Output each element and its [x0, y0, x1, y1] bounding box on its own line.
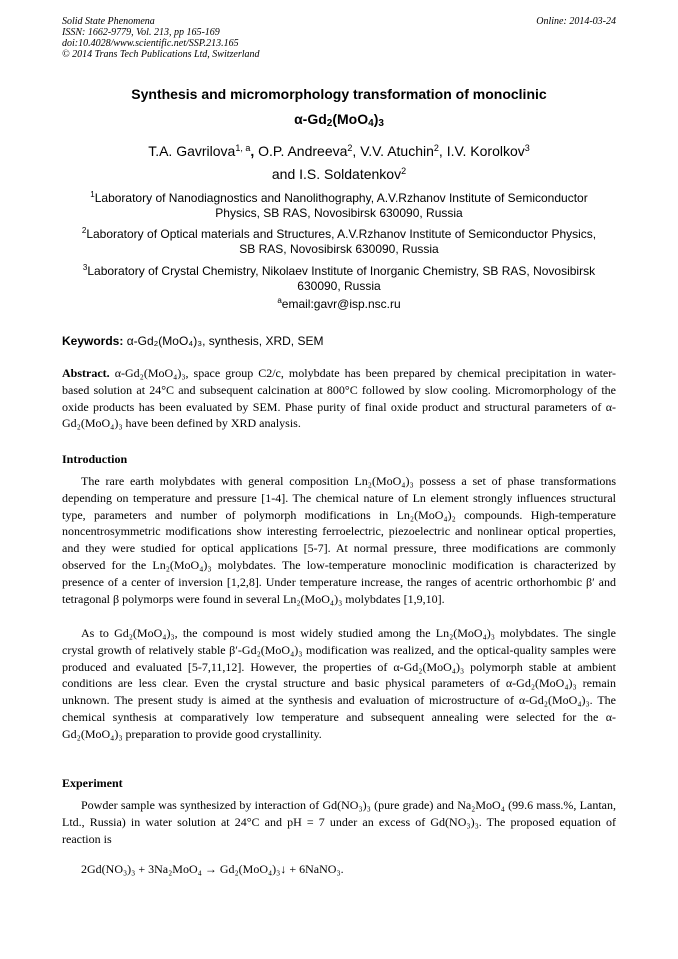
abstract-label: Abstract.	[62, 366, 110, 380]
introduction-paragraph-2: As to Gd₂(MoO₄)₃, the compound is most widely studied among the Ln₂(MoO₄)₃ molybdates. The single crystal growth of relatively stable β′-Gd₂(MoO₄)₃ modification was realized, and the optical-quality samples were produced and evaluated [5-7,11,12]. However, the properties of α-Gd₂(MoO₄)₃ polymorph stable at ambient conditions are less clear. Even the crystal structure and basic physical parameters of α-Gd₂(MoO₄)₃ remain unknown. The present study is aimed at the synthesis and evaluation of microstructure of α-Gd₂(MoO₄)₃. The chemical synthesis at comparatively low temperature and subsequent annealing were selected for the α-Gd₂(MoO₄)₃ preparation to provide good crystallinity.	[62, 626, 616, 741]
online-date: Online: 2014-03-24	[536, 16, 616, 27]
introduction-paragraph-1: The rare earth molybdates with general composition Ln₂(MoO₄)₃ possess a set of phase transformations depending on temperature and pressure [1-4]. The chemical nature of Ln element strongly influences structural type, parameters and number of polymorph modifications in Ln₂(MoO₄)₂ compounds. High-temperature noncentrosymmetric modifications show interesting ferroelectric, piezoelectric and nonlinear optical properties, and they were studied for optical applications [5-7]. At normal pressure, three modifications are commonly observed for the Ln₂(MoO₄)₃ molybdates. The low-temperature monoclinic modification is characterized by presence of a center of inversion [1,2,8]. Under temperature increase, the ranges of acentric orthorhombic β′ and tetragonal β polymorps were found in several Ln₂(MoO₄)₃ molybdates [1,9,10].	[62, 474, 616, 606]
affiliation-2: $^2$Laboratory of Optical materials and Structures, A.V.Rzhanov Institute of Semiconductor Physics, SB RAS, Novosibirsk 630090, Russia	[81, 226, 597, 256]
title-line-1: Synthesis and micromorphology transformation of monoclinic	[131, 86, 547, 102]
experiment-paragraph-1: Powder sample was synthesized by interaction of Gd(NO₃)₃ (pure grade) and Na₂MoO₄ (99.6 mass.%, Lantan, Ltd., Russia) in water solution at 24°C and pH = 7 under an excess of Gd(NO₃)₃. The proposed equation of reaction is	[62, 798, 616, 846]
affiliation-1: $^1$Laboratory of Nanodiagnostics and Nanolithography, A.V.Rzhanov Institute of Semiconductor Physics, SB RAS, Novosibirsk 630090, Russia	[90, 190, 588, 220]
affiliation-3: $^3$Laboratory of Crystal Chemistry, Nikolaev Institute of Inorganic Chemistry, SB RAS, Novosibirsk 630090, Russia	[82, 263, 596, 293]
abstract-text: α-Gd₂(MoO₄)₃, space group C2/c, molybdate has been prepared by chemical precipitation in water-based solution at 24°C and subsequent calcination at 800°C followed by slow cooling. Micromorphology of the oxide products has been evaluated by SEM. Phase purity of final oxide product and structural parameters of α-Gd₂(MoO₄)₃ have been defined by XRD analysis.	[62, 366, 617, 431]
abstract	[62, 365, 616, 432]
author-list	[62, 140, 616, 186]
author-name: I.S. Soldatenkov	[299, 166, 402, 182]
author-line-1: T.A. Gavrilova$^{1, a}$, O.P. Andreeva$^2$, V.V. Atuchin$^2$, I.V. Korolkov$^3$	[148, 143, 530, 159]
title-line-2: $\alpha-Gd_2(MoO_4)_3$	[294, 111, 384, 129]
author-name: T.A. Gavrilova	[148, 143, 236, 159]
journal-issn: ISSN: 1662-9779, Vol. 213, pp 165-169	[62, 27, 220, 38]
journal-copyright: © 2014 Trans Tech Publications Ltd, Switzerland	[62, 49, 260, 60]
introduction-heading: Introduction	[62, 452, 128, 466]
journal-info	[62, 16, 260, 60]
contact-email: $^a$email:gavr@isp.nsc.ru	[277, 296, 401, 311]
keywords-label: Keywords:	[62, 334, 124, 348]
paper-title	[62, 82, 616, 132]
journal-name: Solid State Phenomena	[62, 16, 155, 27]
author-name: O.P. Andreeva	[258, 143, 348, 159]
journal-doi: doi:10.4028/www.scientific.net/SSP.213.165	[62, 38, 239, 49]
reaction-equation: 2Gd(NO₃)₃ + 3Na₂MoO₄ → Gd₂(MoO₄)₃↓ + 6NaNO₃.	[81, 862, 344, 876]
experiment-heading: Experiment	[62, 776, 123, 790]
author-name: V.V. Atuchin	[360, 143, 434, 159]
author-name: I.V. Korolkov	[446, 143, 525, 159]
keywords-text: α-Gd₂(MoO₄)₃, synthesis, XRD, SEM	[126, 334, 324, 348]
author-line-2: and I.S. Soldatenkov$^2$	[271, 166, 407, 182]
keywords	[62, 334, 616, 348]
